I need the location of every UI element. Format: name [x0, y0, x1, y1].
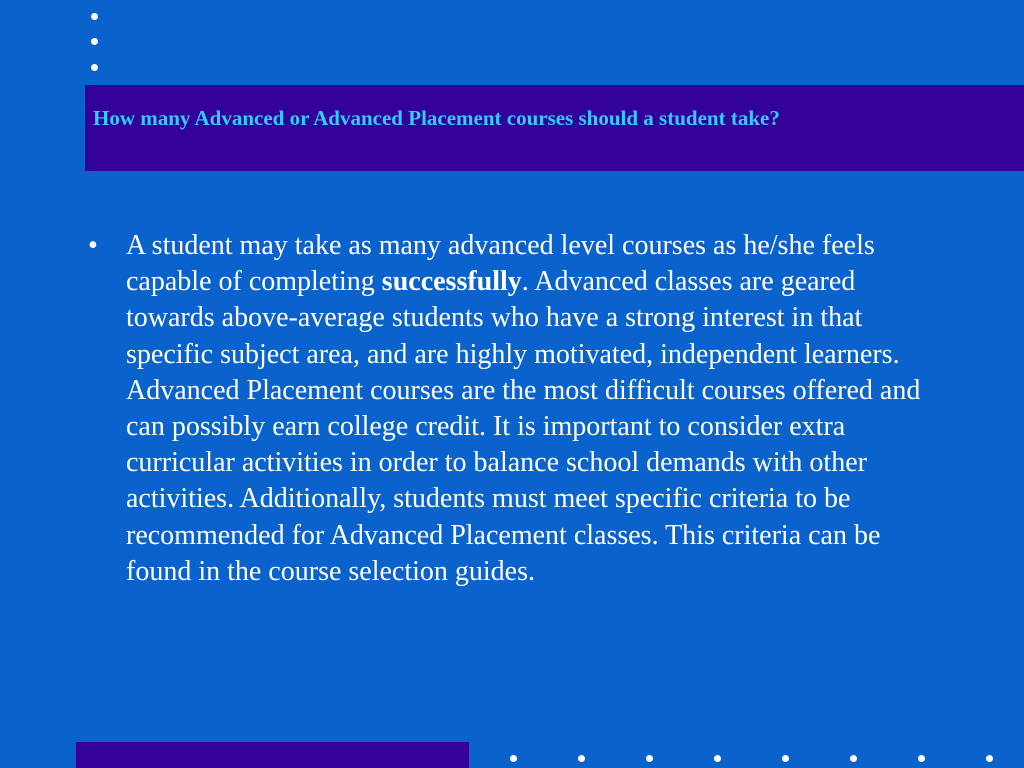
- bullet-marker: •: [88, 230, 98, 261]
- decorative-dot: [986, 755, 993, 762]
- decorative-dot: [714, 755, 721, 762]
- decorative-dot: [578, 755, 585, 762]
- body-text-part-2: . Advanced classes are geared towards above-average students who have a strong interest in that specific subject area, and are highly motivated, independent learners. Advanced Placement courses are the most difficult courses offered and can possibly earn college credit. It is important to consider extra curricular activities in order to balance school demands with other activities. Additionally, students must meet specific criteria to be recommended for Advanced Placement classes. This criteria can be found in the course selection guides.: [126, 266, 921, 587]
- decorative-dot: [646, 755, 653, 762]
- decorative-dot: [850, 755, 857, 762]
- body-text-emphasis: successfully: [381, 266, 522, 298]
- decorative-dot: [91, 64, 98, 71]
- decorative-dot: [510, 755, 517, 762]
- decorative-dot: [782, 755, 789, 762]
- slide-title: How many Advanced or Advanced Placement courses should a student take?: [93, 106, 780, 130]
- decorative-dot: [91, 38, 98, 45]
- bottom-band: [76, 742, 469, 768]
- body-text-part-1: A student may take as many advanced level courses as he/she feels capable of completing: [126, 230, 875, 298]
- bullet-text: [126, 228, 946, 590]
- decorative-dot: [91, 13, 98, 20]
- decorative-dot: [918, 755, 925, 762]
